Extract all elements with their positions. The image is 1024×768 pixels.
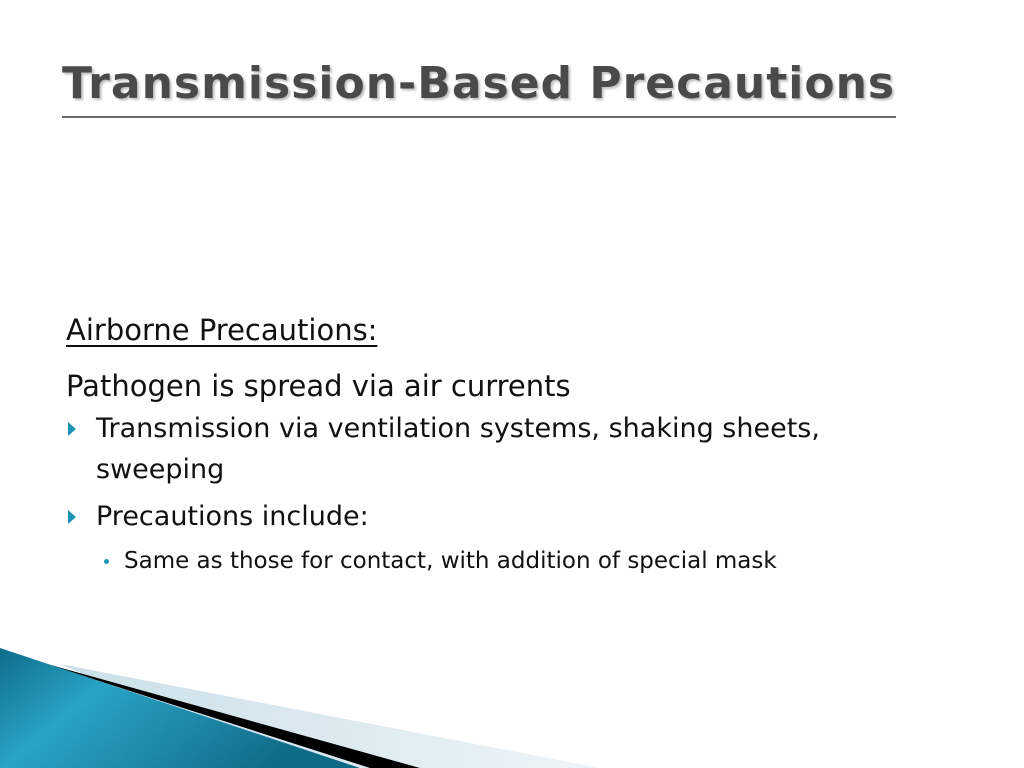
triangle-right-icon: [68, 510, 76, 524]
title-underline: [62, 116, 896, 118]
bullet-item: [66, 496, 946, 537]
slide-body: [66, 310, 946, 580]
slide-title: Transmission-Based Precautions: [62, 58, 896, 109]
bullet-item: [66, 408, 946, 490]
section-heading: Airborne Precautions:: [66, 313, 378, 347]
lead-statement: Pathogen is spread via air currents: [66, 369, 571, 403]
teal-swoosh: [0, 648, 360, 768]
black-swoosh: [40, 662, 420, 768]
sub-bullet-text: Same as those for contact, with addition of special mask: [124, 548, 777, 574]
dot-icon: [104, 559, 109, 564]
light-swoosh: [60, 664, 600, 768]
triangle-right-icon: [68, 422, 76, 436]
sub-bullet-item: [66, 543, 914, 580]
bullet-text: Precautions include:: [96, 501, 369, 532]
bullet-text: Transmission via ventilation systems, shaking sheets, sweeping: [96, 413, 820, 485]
